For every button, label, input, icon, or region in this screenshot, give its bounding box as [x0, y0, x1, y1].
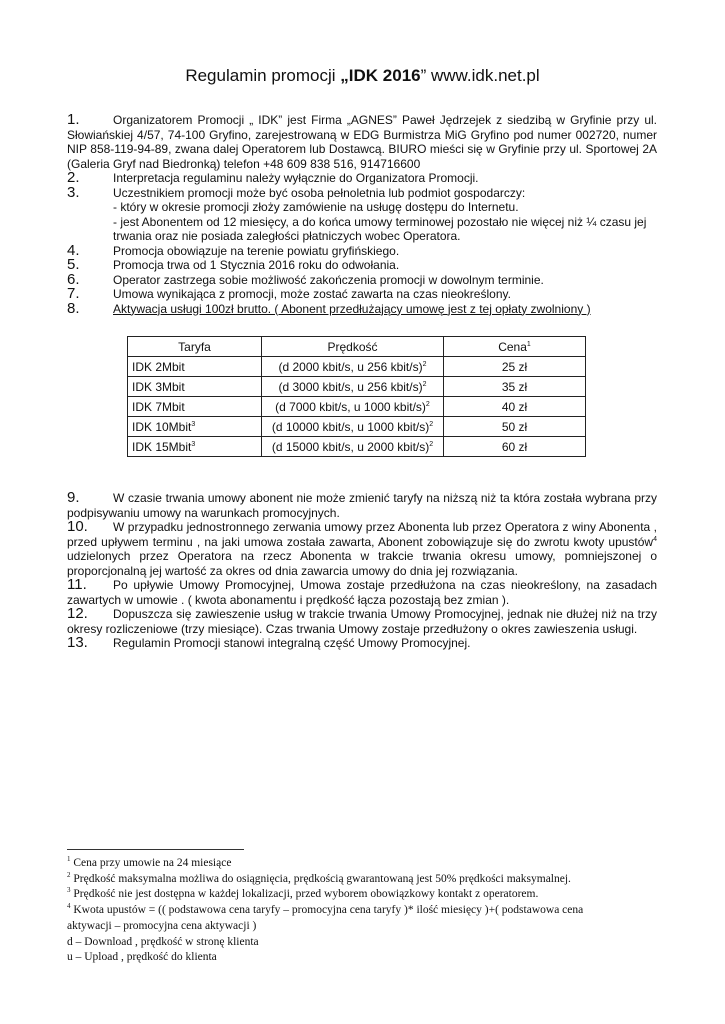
footnote: u – Upload , prędkość do klienta: [67, 951, 217, 964]
rule-item-11: 11. Po upływie Umowy Promocyjnej, Umowa zostaje przedłużona na czas nieokreślony, na zasadach zawartych w umowie . ( kwota abonamentu i prędkość łącza pozostają bez zmian ).: [67, 576, 657, 607]
table-row: [128, 357, 586, 377]
rule-item-3-sub-2: - jest Abonentem od 12 miesięcy, a do końca umowy terminowej pozostało nie więcej niż ¼ czasu jej trwania oraz nie posiada zaległości płatniczych wobec Operatora.: [113, 214, 647, 243]
rule-item-6: 6. Operator zastrzega sobie możliwość zakończenia promocji w dowolnym terminie.: [67, 270, 544, 288]
cell-predkosc: (d 10000 kbit/s, u 1000 kbit/s)$^2$: [262, 417, 444, 437]
rule-item-1: 1. Organizatorem Promocji „ IDK” jest Firma „AGNES” Paweł Jędrzejek z siedzibą w Gryfinie przy ul. Słowiańskiej 4/57, 74-100 Gryfino, zarejestrowaną w EDG Burmistrza MiG Gryfino pod numer 002720, numer NIP 858-119-94-89, zwana dalej Operatorem lub Dostawcą. BIURO mieści się w Gryfinie przy ul. Sportowej 2A (Galeria Gryf nad Biedronką) telefon +48 609 838 516, 914716600: [67, 111, 657, 171]
cell-taryfa: IDK 3Mbit: [128, 377, 262, 397]
table-row: [128, 437, 586, 457]
footnote-divider: [67, 849, 244, 850]
rule-item-8: 8. Aktywacja usługi 100zł brutto. ( Abonent przedłużający umowę jest z tej opłaty zwolniony ): [67, 299, 591, 317]
page-title: Regulamin promocji „IDK 2016” www.idk.net.pl: [185, 66, 540, 85]
table-row: [128, 417, 586, 437]
footnote: $^3$ Prędkość nie jest dostępna w każdej lokalizacji, przed wyborem obowiązkowy kontakt z operatorem.: [67, 886, 539, 901]
cell-taryfa: IDK 15Mbit$^3$: [128, 437, 262, 457]
cell-cena: 50 zł: [444, 417, 586, 437]
cell-taryfa: IDK 7Mbit: [128, 397, 262, 417]
cell-cena: 25 zł: [444, 357, 586, 377]
rule-item-13: 13. Regulamin Promocji stanowi integralną część Umowy Promocyjnej.: [67, 634, 471, 651]
table-row: [128, 377, 586, 397]
cell-predkosc: (d 3000 kbit/s, u 256 kbit/s)$^2$: [262, 377, 444, 397]
rule-item-10: 10. W przypadku jednostronnego zerwania umowy przez Abonenta lub przez Operatora z winy Abonenta , przed upływem terminu , na jaki umowa została zawarta, Abonent zobowiązuje się do zwrotu kwoty upustów$^4$ udzielonych przez Operatora na rzecz Abonenta w trakcie trwania okresu umowy, pomniejszonej o proporcjonalną jej wartość za okres od dnia zawarcia umowy do dnia jej rozwiązania.: [67, 518, 657, 578]
rule-item-3: 3. Uczestnikiem promocji może być osoba pełnoletnia lub podmiot gospodarczy:: [67, 183, 526, 201]
cell-predkosc: (d 15000 kbit/s, u 2000 kbit/s)$^2$: [262, 437, 444, 457]
tariff-table: [127, 336, 586, 457]
cell-cena: 35 zł: [444, 377, 586, 397]
rule-item-5: 5. Promocja trwa od 1 Stycznia 2016 roku do odwołania.: [67, 256, 400, 273]
footnote: $^4$ Kwota upustów = (( podstawowa cena taryfy – promocyjna cena taryfy )* ilość miesięcy )+( podstawowa cena aktywacji – promocyjna cena aktywacji ): [67, 902, 584, 932]
rule-item-4: 4. Promocja obowiązuje na terenie powiatu gryfińskiego.: [67, 241, 400, 259]
rules-list-bottom: [67, 491, 657, 651]
rule-item-7: 7. Umowa wynikająca z promocji, może zostać zawarta na czas nieokreślony.: [67, 285, 511, 302]
footnote: d – Download , prędkość w stronę klienta: [67, 935, 259, 948]
rule-item-9: 9. W czasie trwania umowy abonent nie może zmienić taryfy na niższą niż ta która została wybrana przy podpisywaniu umowy na warunkach promocyjnych.: [67, 489, 657, 520]
rules-list-top: [67, 113, 657, 316]
col-header-predkosc: Prędkość: [262, 337, 444, 357]
cell-cena: 40 zł: [444, 397, 586, 417]
col-header-cena: Cena$^1$: [444, 337, 586, 357]
rule-item-12: 12. Dopuszcza się zawieszenie usług w trakcie trwania Umowy Promocyjnej, jednak nie dłużej niż na trzy okresy rozliczeniowe (trzy miesiące). Czas trwania Umowy zostaje przedłużony o okres zawieszenia usługi.: [67, 605, 657, 636]
col-header-taryfa: Taryfa: [128, 337, 262, 357]
footnote: $^1$ Cena przy umowie na 24 miesiące: [67, 855, 232, 869]
cell-predkosc: (d 2000 kbit/s, u 256 kbit/s)$^2$: [262, 357, 444, 377]
cell-predkosc: (d 7000 kbit/s, u 1000 kbit/s)$^2$: [262, 397, 444, 417]
cell-taryfa: IDK 10Mbit$^3$: [128, 417, 262, 437]
cell-taryfa: IDK 2Mbit: [128, 357, 262, 377]
footnote: $^2$ Prędkość maksymalna możliwa do osiągnięcia, prędkością gwarantowaną jest 50% prędkości maksymalnej.: [67, 870, 571, 885]
table-header-row: [128, 337, 586, 357]
footnotes: [67, 856, 627, 966]
cell-cena: 60 zł: [444, 437, 586, 457]
rule-item-2: 2. Interpretacja regulaminu należy wyłącznie do Organizatora Promocji.: [67, 169, 479, 186]
rule-item-3-sub-1: - który w okresie promocji złoży zamówienie na usługę dostępu do Internetu.: [113, 200, 519, 214]
table-row: [128, 397, 586, 417]
